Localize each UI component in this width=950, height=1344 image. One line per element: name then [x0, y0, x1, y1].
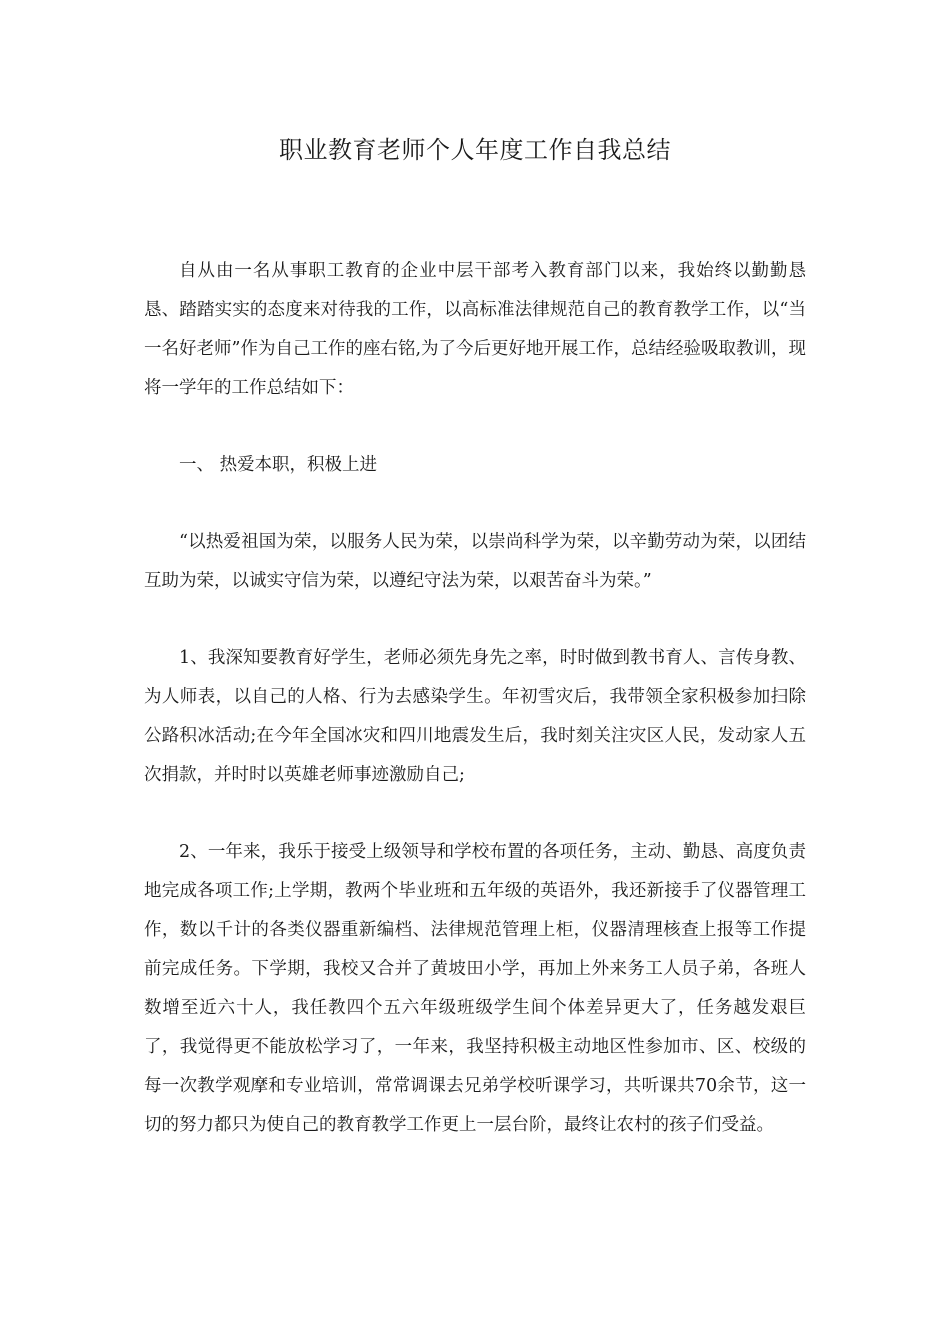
quote-paragraph: “以热爱祖国为荣，以服务人民为荣，以崇尚科学为荣，以辛勤劳动为荣，以团结互助为荣，以诚实守信为荣，以遵纪守法为荣，以艰苦奋斗为荣。” [144, 532, 806, 591]
document-title: 职业教育老师个人年度工作自我总结 [279, 136, 671, 164]
intro-paragraph: 自从由一名从事职工教育的企业中层干部考入教育部门以来，我始终以勤勤恳恳、踏踏实实的态度来对待我的工作，以高标准法律规范自己的教育教学工作，以“当一名好老师”作为自己工作的座右铭,为了今后更好地开展工作，总结经验吸取教训，现将一学年的工作总结如下： [144, 261, 807, 398]
point-two-paragraph: 2、一年来，我乐于接受上级领导和学校布置的各项任务，主动、勤恳、高度负责地完成各项工作;上学期，教两个毕业班和五年级的英语外，我还新接手了仪器管理工作，数以千计的各类仪器重新编档、法律规范管理上柜，仪器清理核查上报等工作提前完成任务。下学期，我校又合并了黄坡田小学，再加上外来务工人员子弟，各班人数增至近六十人，我任教四个五六年级班级学生间个体差异更大了，任务越发艰巨了，我觉得更不能放松学习了，一年来，我坚持积极主动地区性参加市、区、校级的每一次教学观摩和专业培训，常常调课去兄弟学校听课学习，共听课共70余节，这一切的努力都只为使自己的教育教学工作更上一层台阶，最终让农村的孩子们受益。 [144, 842, 806, 1135]
section-heading: 一、 热爱本职，积极上进 [179, 455, 378, 475]
point-one-paragraph: 1、我深知要教育好学生，老师必须先身先之率，时时做到教书育人、言传身教、为人师表，以自己的人格、行为去感染学生。年初雪灾后，我带领全家积极参加扫除公路积冰活动;在今年全国冰灾和四川地震发生后，我时刻关注灾区人民，发动家人五次捐款，并时时以英雄老师事迹激励自己; [144, 648, 806, 785]
document-body [144, 252, 806, 1183]
